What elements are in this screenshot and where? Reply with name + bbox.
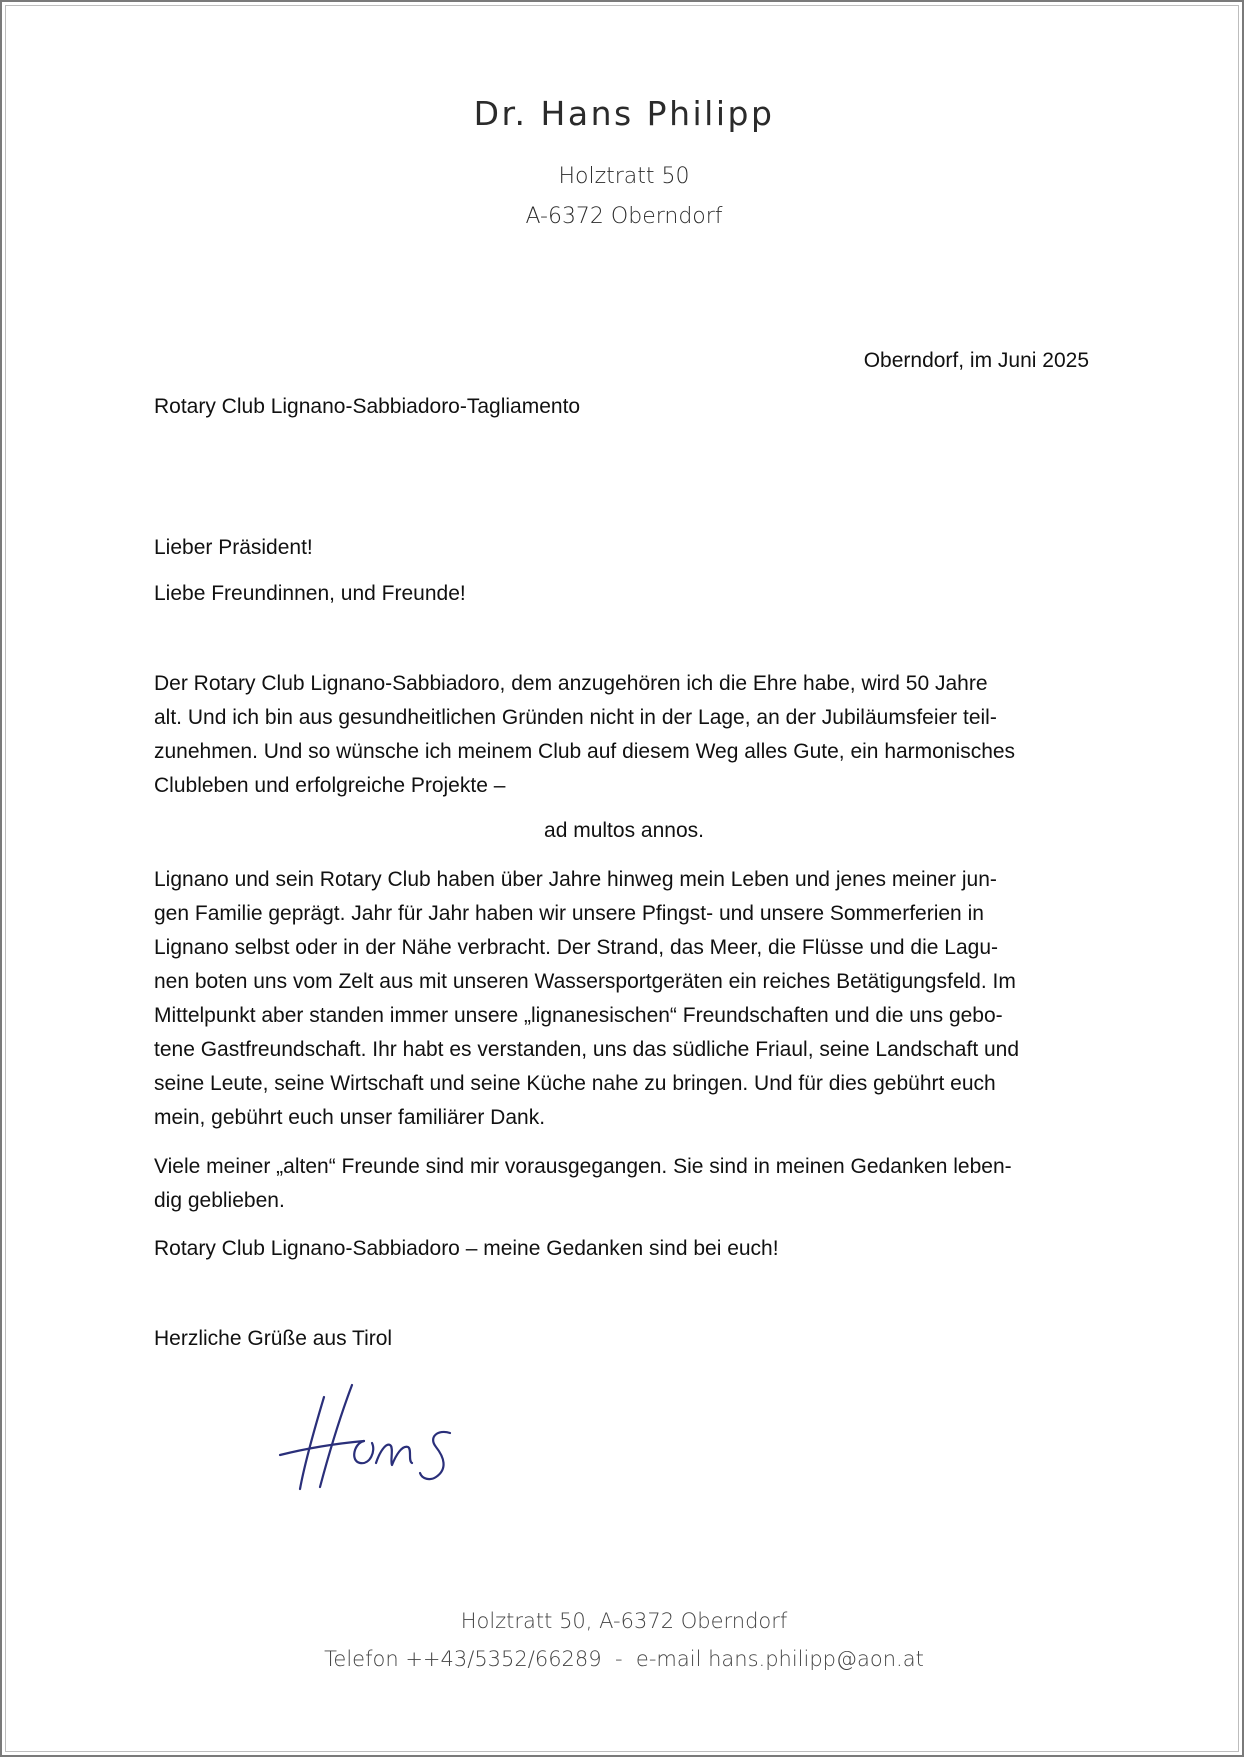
- body-line: alt. Und ich bin aus gesundheitlichen Gründen nicht in der Lage, an der Jubiläumsfeier teil-: [154, 706, 997, 729]
- letterhead-city: A-6372 Oberndorf: [525, 204, 723, 229]
- body-line: Lignano selbst oder in der Nähe verbracht. Der Strand, das Meer, die Flüsse und die Lagu-: [154, 936, 998, 959]
- body-line: Clubleben und erfolgreiche Projekte –: [154, 774, 506, 797]
- motto: ad multos annos.: [544, 819, 704, 842]
- letterhead-street: Holztratt 50: [558, 164, 690, 189]
- body-line: dig geblieben.: [154, 1189, 285, 1212]
- letterhead-name: Dr. Hans Philipp: [473, 94, 775, 133]
- salutation-president: Lieber Präsident!: [154, 536, 313, 559]
- body-line: tene Gastfreundschaft. Ihr habt es verstanden, uns das südliche Friaul, seine Landschaft und: [154, 1038, 1020, 1061]
- body-line: Der Rotary Club Lignano-Sabbiadoro, dem anzugehören ich die Ehre habe, wird 50 Jahre: [154, 672, 988, 695]
- body-line: Viele meiner „alten“ Freunde sind mir vorausgegangen. Sie sind in meinen Gedanken leben-: [154, 1155, 1012, 1178]
- salutation-friends: Liebe Freundinnen, und Freunde!: [154, 582, 466, 605]
- body-line: Mittelpunkt aber standen immer unsere „lignanesischen“ Freundschaften und die uns gebo-: [154, 1004, 1003, 1027]
- body-line: gen Familie geprägt. Jahr für Jahr haben wir unsere Pfingst- und unsere Sommerferien in: [154, 902, 984, 925]
- body-line: zunehmen. Und so wünsche ich meinem Club auf diesem Weg alles Gute, ein harmonisches: [154, 740, 1016, 763]
- body-paragraph-1: [154, 667, 1094, 803]
- body-line: nen boten uns vom Zelt aus mit unseren Wassersportgeräten ein reiches Betätigungsfeld. Im: [154, 970, 1016, 993]
- handwritten-signature: [272, 1377, 492, 1497]
- body-paragraph-2: [154, 863, 1094, 1135]
- footer-address: Holztratt 50, A-6372 Oberndorf: [460, 1609, 788, 1633]
- body-paragraph-4: [154, 1232, 1094, 1266]
- body-paragraph-3: [154, 1150, 1094, 1218]
- body-line: mein, gebührt euch unser familiärer Dank.: [154, 1106, 546, 1129]
- body-line: seine Leute, seine Wirtschaft und seine Küche nahe zu bringen. Und für dies gebührt euch: [154, 1072, 996, 1095]
- body-line: Rotary Club Lignano-Sabbiadoro – meine Gedanken sind bei euch!: [154, 1237, 779, 1260]
- footer-contact: Telefon ++43/5352/66289 - e-mail hans.philipp@aon.at: [324, 1647, 924, 1671]
- recipient: Rotary Club Lignano-Sabbiadoro-Tagliamento: [154, 395, 581, 418]
- closing: Herzliche Grüße aus Tirol: [154, 1327, 393, 1350]
- body-line: Lignano und sein Rotary Club haben über Jahre hinweg mein Leben und jenes meiner jun-: [154, 868, 997, 891]
- letter-date: Oberndorf, im Juni 2025: [863, 349, 1089, 372]
